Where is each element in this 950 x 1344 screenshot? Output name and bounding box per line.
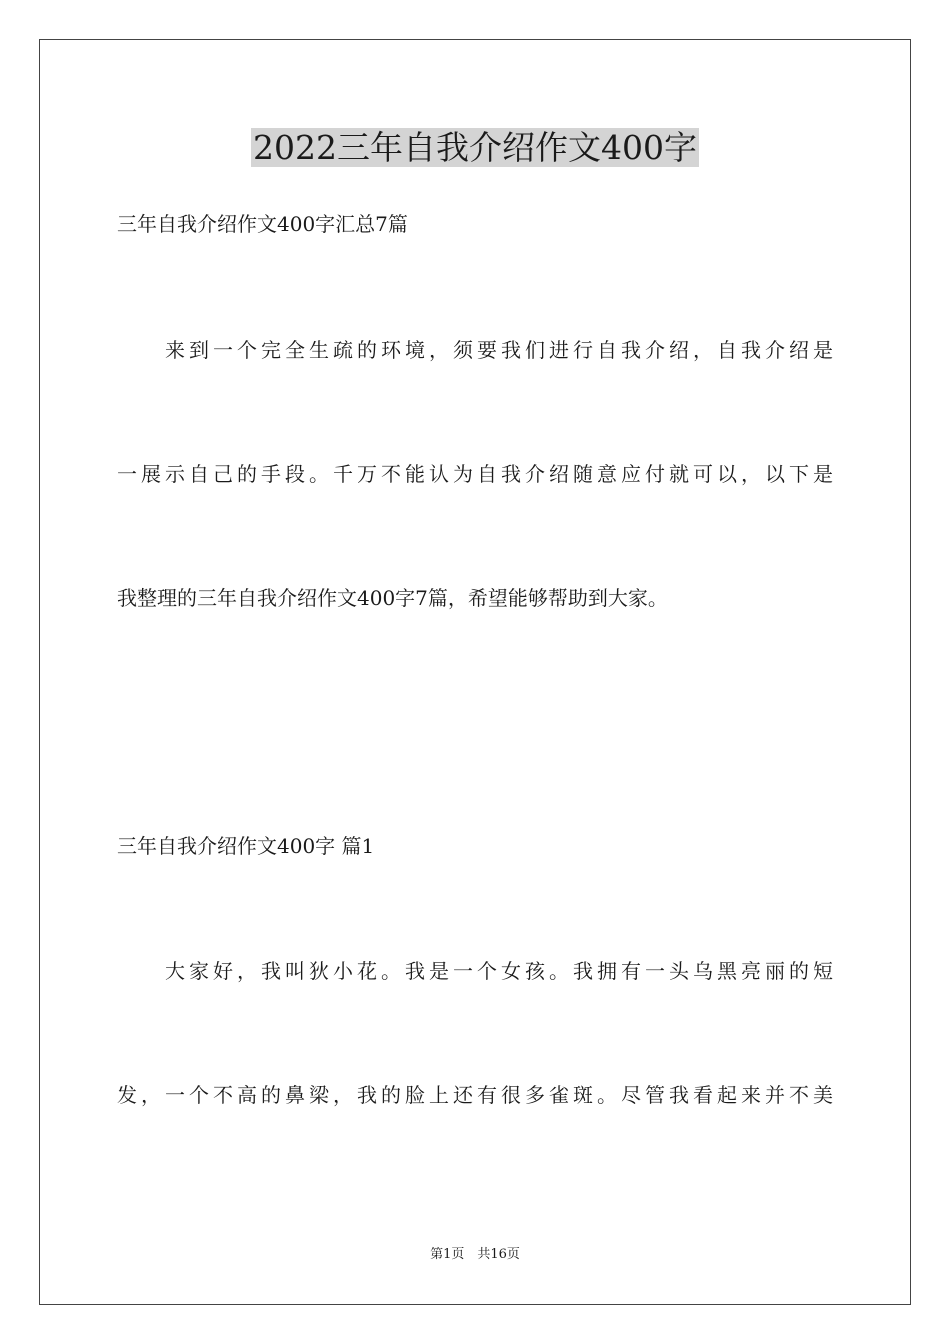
section-heading: 三年自我介绍作文400字 篇1 <box>117 834 375 858</box>
intro-paragraph-line-1: 来到一个完全生疏的环境，须要我们进行自我介绍，自我介绍是 <box>165 338 833 362</box>
document-title <box>0 128 950 168</box>
document-subtitle: 三年自我介绍作文400字汇总7篇 <box>117 212 408 236</box>
intro-paragraph-line-3: 我整理的三年自我介绍作文400字7篇，希望能够帮助到大家。 <box>117 586 668 610</box>
intro-paragraph-line-2: 一展示自己的手段。千万不能认为自我介绍随意应付就可以，以下是 <box>117 462 833 486</box>
document-title-text: 2022三年自我介绍作文400字 <box>253 128 697 167</box>
body-paragraph-line-1: 大家好，我叫狄小花。我是一个女孩。我拥有一头乌黑亮丽的短 <box>165 959 833 983</box>
page-number-footer: 第1页 共16页 <box>430 1247 520 1262</box>
body-paragraph-line-2: 发，一个不高的鼻梁，我的脸上还有很多雀斑。尽管我看起来并不美 <box>117 1083 833 1107</box>
